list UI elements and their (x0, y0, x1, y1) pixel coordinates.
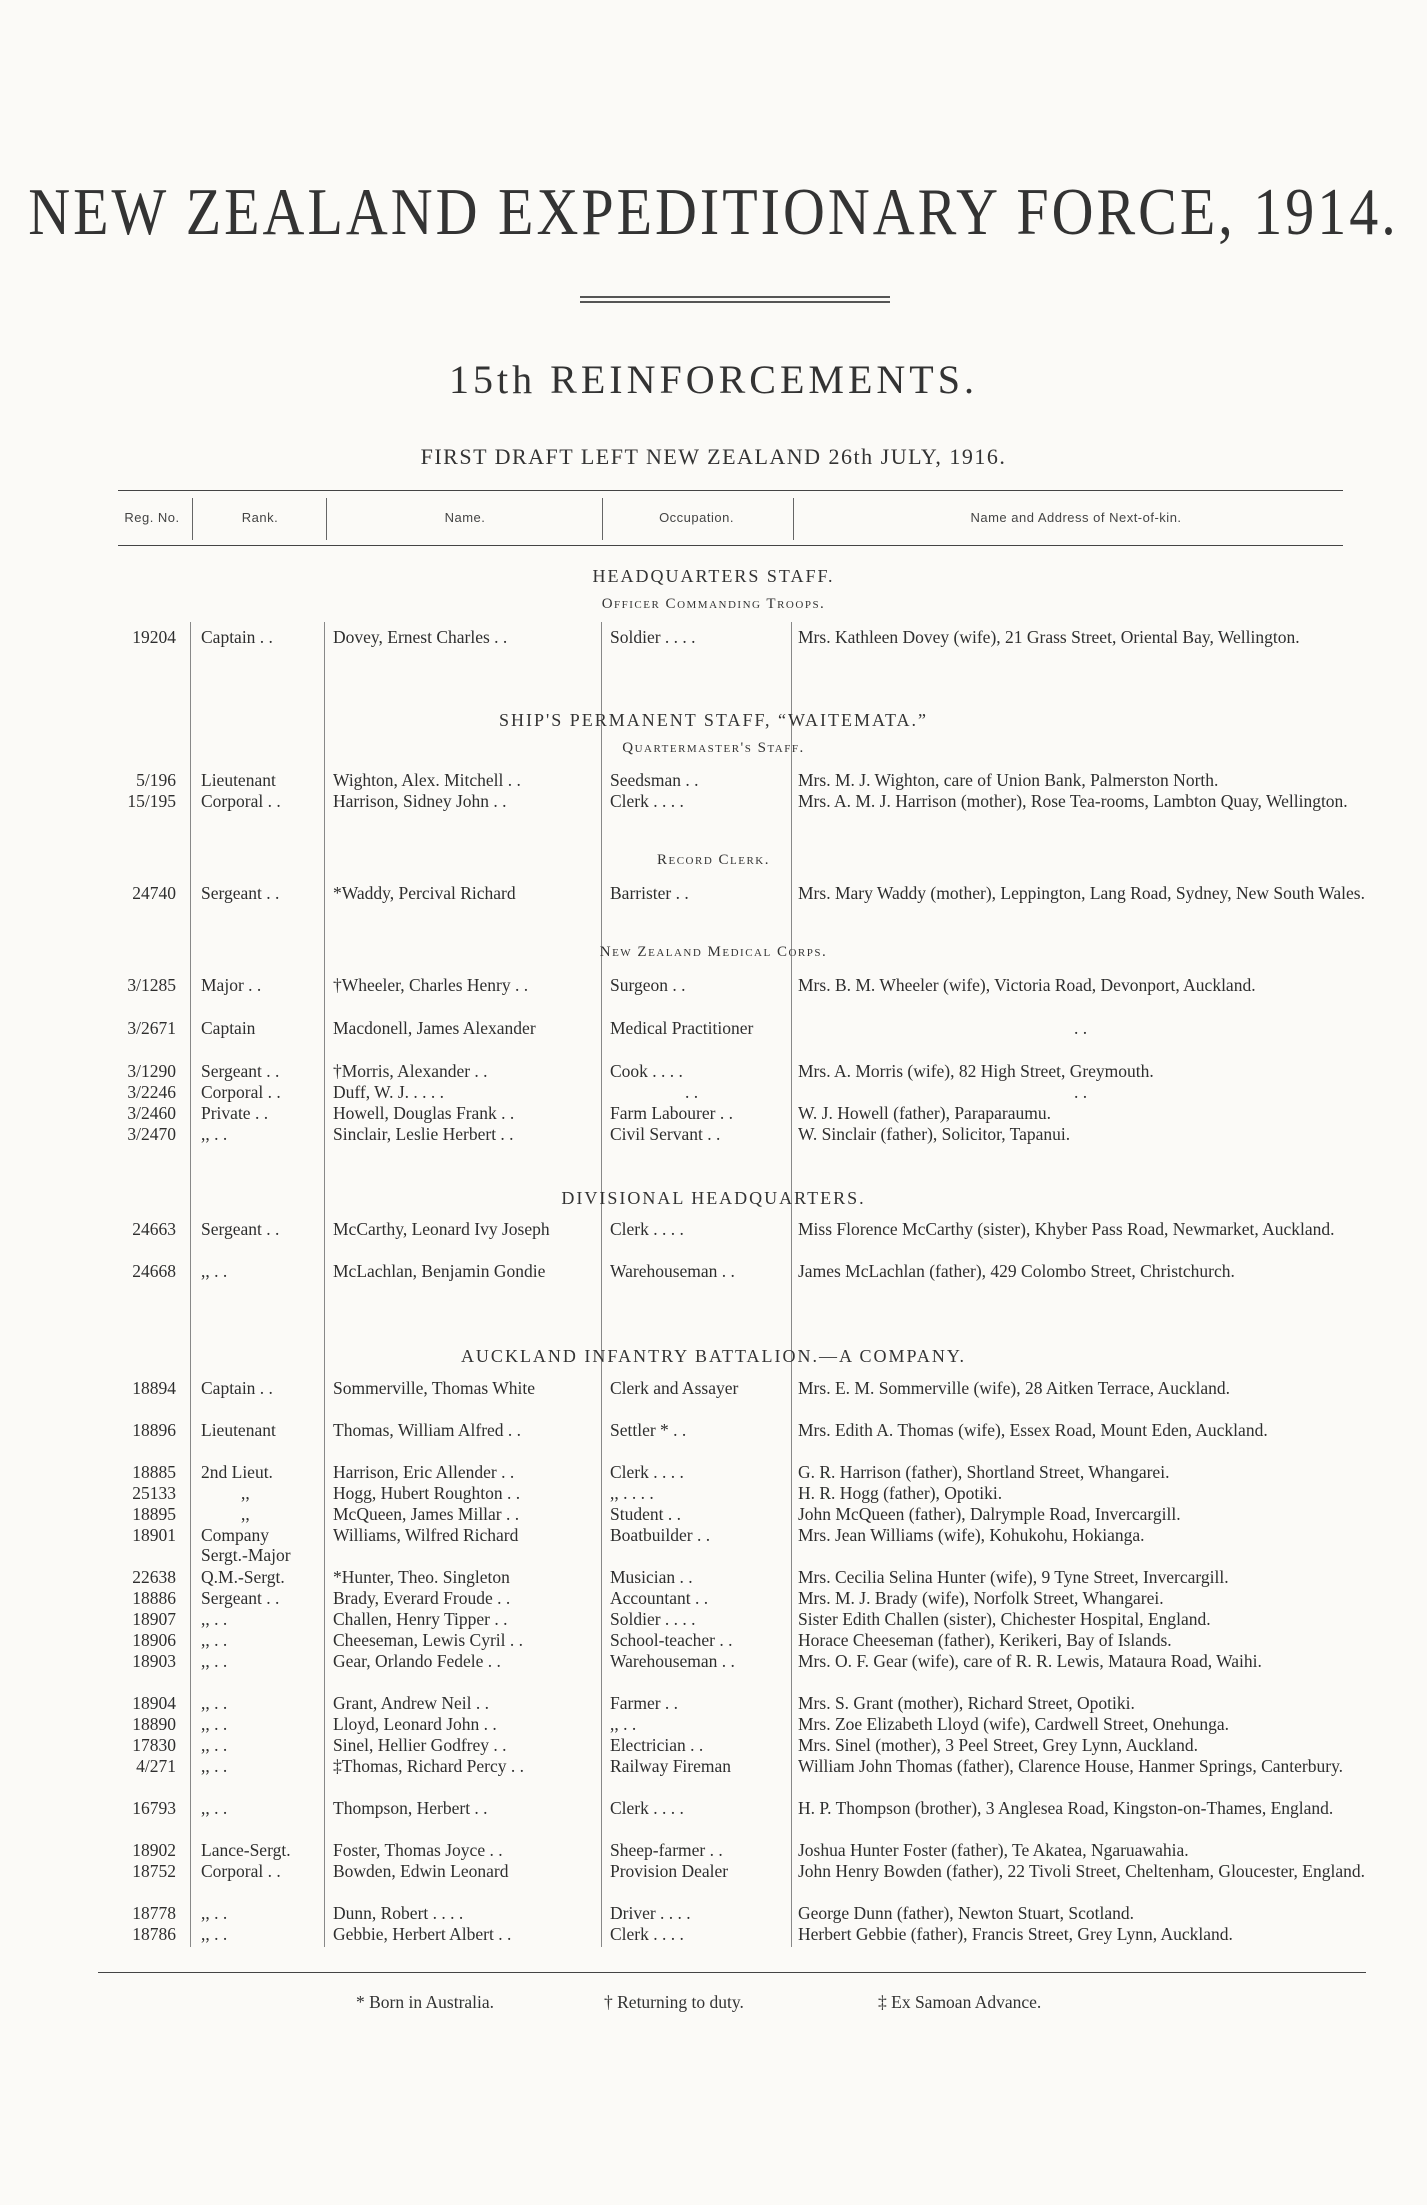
reg-no: 18786 (132, 1924, 176, 1944)
col-reg-no: Reg. No. (124, 510, 180, 525)
name: Harrison, Sidney John . . (333, 791, 507, 811)
next-of-kin: Mrs. E. M. Sommerville (wife), 28 Aitken Terrace, Auckland. (798, 1378, 1230, 1398)
occupation: Clerk and Assayer (610, 1378, 739, 1398)
col-rank: Rank. (241, 510, 279, 525)
rank: ,, (241, 1483, 250, 1503)
name: Gebbie, Herbert Albert . . (333, 1924, 512, 1944)
next-of-kin: James McLachlan (father), 429 Colombo Street, Christchurch. (798, 1261, 1235, 1281)
section-ships-staff: SHIP'S PERMANENT STAFF, “WAITEMATA.” (498, 710, 929, 730)
section-auckland-infantry: AUCKLAND INFANTRY BATTALION.—A COMPANY. (460, 1346, 967, 1366)
name: Howell, Douglas Frank . . (333, 1103, 515, 1123)
rank: ,, . . (201, 1903, 228, 1923)
next-of-kin: George Dunn (father), Newton Stuart, Scotland. (798, 1903, 1134, 1923)
reg-no: 18886 (132, 1588, 176, 1608)
reg-no: 3/2460 (127, 1103, 176, 1123)
reg-no: 18885 (132, 1462, 176, 1482)
reg-no: 18903 (132, 1651, 176, 1671)
occupation: Sheep-farmer . . (610, 1840, 723, 1860)
subsection-record-clerk: Record Clerk. (656, 852, 770, 868)
header-divider (326, 498, 327, 540)
reg-no: 18902 (132, 1840, 176, 1860)
next-of-kin: H. P. Thompson (brother), 3 Anglesea Road, Kingston-on-Thames, England. (798, 1798, 1334, 1818)
rank: Lieutenant (201, 770, 276, 790)
next-of-kin: Sister Edith Challen (sister), Chichester Hospital, England. (798, 1609, 1211, 1629)
page-title: NEW ZEALAND EXPEDITIONARY FORCE, 1914. (28, 174, 1399, 249)
rank: Captain . . (201, 627, 273, 647)
rank: Sergeant . . (201, 883, 280, 903)
rank: Company Sergt.-Major (201, 1525, 291, 1565)
name: Challen, Henry Tipper . . (333, 1609, 508, 1629)
name: McCarthy, Leonard Ivy Joseph (333, 1219, 550, 1239)
header-divider (602, 498, 603, 540)
reg-no: 3/2470 (127, 1124, 176, 1144)
footnote-born-in-australia: * Born in Australia. (356, 1992, 495, 2012)
rank: ,, . . (201, 1630, 228, 1650)
reg-no: 19204 (132, 627, 176, 647)
name: Dovey, Ernest Charles . . (333, 627, 508, 647)
next-of-kin: Mrs. A. Morris (wife), 82 High Street, Greymouth. (798, 1061, 1154, 1081)
name: Sinel, Hellier Godfrey . . (333, 1735, 507, 1755)
occupation: Boatbuilder . . (610, 1525, 711, 1545)
title-rule-top (580, 296, 890, 298)
reg-no: 25133 (132, 1483, 176, 1503)
name: *Hunter, Theo. Singleton (333, 1567, 510, 1587)
next-of-kin: W. J. Howell (father), Paraparaumu. (798, 1103, 1052, 1123)
name: Macdonell, James Alexander (333, 1018, 536, 1038)
column-divider (791, 622, 792, 1947)
name: Duff, W. J. . . . . (333, 1082, 445, 1102)
name: Foster, Thomas Joyce . . (333, 1840, 503, 1860)
next-of-kin: . . (1073, 1018, 1088, 1038)
name: Thompson, Herbert . . (333, 1798, 488, 1818)
name: Wighton, Alex. Mitchell . . (333, 770, 521, 790)
name: ‡Thomas, Richard Percy . . (333, 1756, 524, 1776)
name: Brady, Everard Froude . . (333, 1588, 511, 1608)
occupation: Soldier . . . . (610, 1609, 696, 1629)
occupation: Cook . . . . (610, 1061, 683, 1081)
rank: ,, . . (201, 1735, 228, 1755)
reg-no: 18778 (132, 1903, 176, 1923)
col-occupation: Occupation. (659, 510, 734, 525)
occupation: Civil Servant . . (610, 1124, 721, 1144)
occupation: Accountant . . (610, 1588, 709, 1608)
section-headquarters-staff: HEADQUARTERS STAFF. (592, 566, 835, 586)
reg-no: 24663 (132, 1219, 176, 1239)
reg-no: 18752 (132, 1861, 176, 1881)
rank: ,, . . (201, 1651, 228, 1671)
occupation: Railway Fireman (610, 1756, 732, 1776)
header-divider (793, 498, 794, 540)
header-divider (192, 498, 193, 540)
reg-no: 18904 (132, 1693, 176, 1713)
reg-no: 18896 (132, 1420, 176, 1440)
occupation: ,, . . (610, 1714, 637, 1734)
name: *Waddy, Percival Richard (333, 883, 516, 903)
rank: ,, (241, 1504, 250, 1524)
header-rule-top (118, 490, 1343, 491)
occupation: Driver . . . . (610, 1903, 691, 1923)
rank: ,, . . (201, 1261, 228, 1281)
reg-no: 17830 (132, 1735, 176, 1755)
occupation: ,, . . . . (610, 1483, 654, 1503)
name: Gear, Orlando Fedele . . (333, 1651, 501, 1671)
next-of-kin: Mrs. Edith A. Thomas (wife), Essex Road, Mount Eden, Auckland. (798, 1420, 1268, 1440)
next-of-kin: John McQueen (father), Dalrymple Road, Invercargill. (798, 1504, 1181, 1524)
rank: Private . . (201, 1103, 269, 1123)
occupation: Clerk . . . . (610, 1924, 684, 1944)
next-of-kin: Horace Cheeseman (father), Kerikeri, Bay of Islands. (798, 1630, 1172, 1650)
name: Williams, Wilfred Richard (333, 1525, 519, 1545)
draft-line: FIRST DRAFT LEFT NEW ZEALAND 26th JULY, 1916. (420, 444, 1007, 469)
occupation: Student . . (610, 1504, 681, 1524)
occupation: Warehouseman . . (610, 1651, 735, 1671)
reg-no: 5/196 (136, 770, 176, 790)
rank: Corporal . . (201, 1861, 281, 1881)
rank: Sergeant . . (201, 1588, 280, 1608)
rank: Corporal . . (201, 1082, 281, 1102)
rank: Major . . (201, 975, 262, 995)
occupation: . . (685, 1082, 699, 1102)
rank: Captain (201, 1018, 256, 1038)
name: Sommerville, Thomas White (333, 1378, 536, 1398)
reg-no: 16793 (132, 1798, 176, 1818)
reg-no: 18907 (132, 1609, 176, 1629)
name: †Wheeler, Charles Henry . . (333, 975, 529, 995)
occupation: School-teacher . . (610, 1630, 733, 1650)
column-divider (601, 622, 602, 1947)
next-of-kin: John Henry Bowden (father), 22 Tivoli Street, Cheltenham, Gloucester, England. (798, 1861, 1365, 1881)
next-of-kin: . . (1073, 1082, 1088, 1102)
name: Sinclair, Leslie Herbert . . (333, 1124, 514, 1144)
next-of-kin: Mrs. Kathleen Dovey (wife), 21 Grass Street, Oriental Bay, Wellington. (798, 627, 1300, 647)
occupation: Electrician . . (610, 1735, 704, 1755)
reg-no: 3/1290 (127, 1061, 176, 1081)
next-of-kin: Mrs. Sinel (mother), 3 Peel Street, Grey Lynn, Auckland. (798, 1735, 1198, 1755)
occupation: Musician . . (610, 1567, 693, 1587)
footnote-returning-to-duty: † Returning to duty. (604, 1992, 744, 2012)
next-of-kin: Mrs. S. Grant (mother), Richard Street, Opotiki. (798, 1693, 1135, 1713)
next-of-kin: Miss Florence McCarthy (sister), Khyber Pass Road, Newmarket, Auckland. (798, 1219, 1335, 1239)
rank: Lieutenant (201, 1420, 276, 1440)
occupation: Barrister . . (610, 883, 689, 903)
rank: ,, . . (201, 1124, 228, 1144)
next-of-kin: Joshua Hunter Foster (father), Te Akatea, Ngaruawahia. (798, 1840, 1189, 1860)
reg-no: 4/271 (136, 1756, 176, 1776)
reg-no: 18901 (132, 1525, 176, 1545)
occupation: Farm Labourer . . (610, 1103, 733, 1123)
name: Thomas, William Alfred . . (333, 1420, 522, 1440)
occupation: Clerk . . . . (610, 1462, 684, 1482)
occupation: Farmer . . (610, 1693, 679, 1713)
occupation: Settler * . . (610, 1420, 687, 1440)
occupation: Medical Practitioner (610, 1018, 754, 1038)
next-of-kin: Mrs. M. J. Brady (wife), Norfolk Street, Whangarei. (798, 1588, 1164, 1608)
rank: ,, . . (201, 1798, 228, 1818)
reg-no: 24740 (132, 883, 176, 903)
occupation: Surgeon . . (610, 975, 686, 995)
reg-no: 18890 (132, 1714, 176, 1734)
footer-rule (98, 1972, 1366, 1973)
reg-no: 3/2671 (127, 1018, 176, 1038)
subsection-officer-commanding: Officer Commanding Troops. (601, 596, 826, 612)
next-of-kin: William John Thomas (father), Clarence House, Hanmer Springs, Canterbury. (798, 1756, 1344, 1776)
occupation: Provision Dealer (610, 1861, 729, 1881)
occupation: Soldier . . . . (610, 627, 696, 647)
rank: ,, . . (201, 1756, 228, 1776)
rank: Sergeant . . (201, 1061, 280, 1081)
name: McLachlan, Benjamin Gondie (333, 1261, 546, 1281)
column-divider (190, 622, 191, 1947)
occupation: Clerk . . . . (610, 1798, 684, 1818)
next-of-kin: Mrs. B. M. Wheeler (wife), Victoria Road, Devonport, Auckland. (798, 975, 1256, 995)
rank: Sergeant . . (201, 1219, 280, 1239)
rank: ,, . . (201, 1714, 228, 1734)
name: †Morris, Alexander . . (333, 1061, 488, 1081)
name: Harrison, Eric Allender . . (333, 1462, 515, 1482)
reg-no: 18906 (132, 1630, 176, 1650)
name: Bowden, Edwin Leonard (333, 1861, 509, 1881)
next-of-kin: Mrs. O. F. Gear (wife), care of R. R. Lewis, Mataura Road, Waihi. (798, 1651, 1262, 1671)
occupation: Seedsman . . (610, 770, 699, 790)
title-rule-bottom (580, 301, 890, 303)
column-divider (324, 622, 325, 1947)
rank: Q.M.-Sergt. (201, 1567, 285, 1587)
name: Hogg, Hubert Roughton . . (333, 1483, 521, 1503)
reg-no: 3/2246 (127, 1082, 176, 1102)
rank: 2nd Lieut. (201, 1462, 273, 1482)
next-of-kin: Mrs. Mary Waddy (mother), Leppington, Lang Road, Sydney, New South Wales. (798, 883, 1365, 903)
name: Dunn, Robert . . . . (333, 1903, 464, 1923)
reg-no: 18894 (132, 1378, 176, 1398)
rank: ,, . . (201, 1693, 228, 1713)
subsection-quartermaster: Quartermaster's Staff. (622, 740, 805, 756)
next-of-kin: W. Sinclair (father), Solicitor, Tapanui. (798, 1124, 1071, 1144)
rank: ,, . . (201, 1924, 228, 1944)
reg-no: 15/195 (127, 791, 176, 811)
reg-no: 3/1285 (127, 975, 176, 995)
section-divisional-headquarters: DIVISIONAL HEADQUARTERS. (561, 1188, 866, 1208)
rank: Corporal . . (201, 791, 281, 811)
name: Grant, Andrew Neil . . (333, 1693, 490, 1713)
reg-no: 22638 (132, 1567, 176, 1587)
occupation: Warehouseman . . (610, 1261, 735, 1281)
subsection-medical-corps: New Zealand Medical Corps. (599, 944, 828, 960)
rank: Lance-Sergt. (201, 1840, 291, 1860)
next-of-kin: H. R. Hogg (father), Opotiki. (798, 1483, 1003, 1503)
next-of-kin: Mrs. M. J. Wighton, care of Union Bank, Palmerston North. (798, 770, 1219, 790)
reg-no: 18895 (132, 1504, 176, 1524)
name: McQueen, James Millar . . (333, 1504, 520, 1524)
col-name: Name. (444, 510, 486, 525)
occupation: Clerk . . . . (610, 791, 684, 811)
rank: ,, . . (201, 1609, 228, 1629)
next-of-kin: Mrs. A. M. J. Harrison (mother), Rose Tea-rooms, Lambton Quay, Wellington. (798, 791, 1348, 811)
col-next-of-kin: Name and Address of Next-of-kin. (970, 510, 1182, 525)
next-of-kin: G. R. Harrison (father), Shortland Street, Whangarei. (798, 1462, 1170, 1482)
footnote-ex-samoan-advance: ‡ Ex Samoan Advance. (878, 1992, 1042, 2012)
next-of-kin: Mrs. Zoe Elizabeth Lloyd (wife), Cardwell Street, Onehunga. (798, 1714, 1230, 1734)
rank: Captain . . (201, 1378, 273, 1398)
next-of-kin: Mrs. Jean Williams (wife), Kohukohu, Hokianga. (798, 1525, 1145, 1545)
occupation: Clerk . . . . (610, 1219, 684, 1239)
next-of-kin: Herbert Gebbie (father), Francis Street, Grey Lynn, Auckland. (798, 1924, 1233, 1944)
name: Lloyd, Leonard John . . (333, 1714, 497, 1734)
next-of-kin: Mrs. Cecilia Selina Hunter (wife), 9 Tyne Street, Invercargill. (798, 1567, 1229, 1587)
reinforcements-title: 15th REINFORCEMENTS. (449, 357, 978, 402)
header-rule-bottom (118, 545, 1343, 546)
reg-no: 24668 (132, 1261, 176, 1281)
name: Cheeseman, Lewis Cyril . . (333, 1630, 524, 1650)
